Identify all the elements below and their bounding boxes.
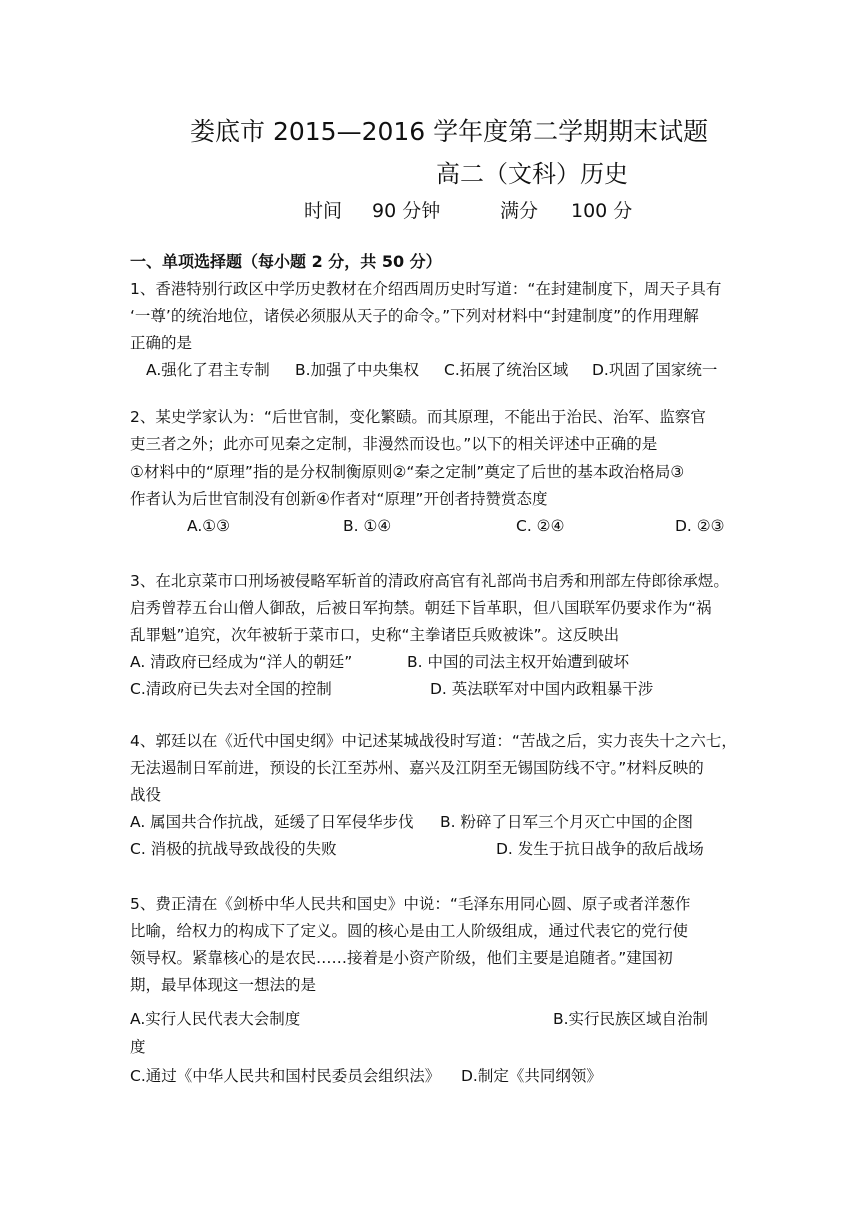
question-line: ①材料中的“原理”指的是分权制衡原则②“秦之定制”奠定了后世的基本政治格局③ [130,463,685,481]
question-line: ‘一尊’的统治地位，诸侯必须服从天子的命令。”下列对材料中“封建制度”的作用理解 [130,307,699,325]
question-line: 领导权。紧靠核心的是农民……接着是小资产阶级，他们主要是追随者。”建国初 [130,949,673,967]
question-line: 5、费正清在《剑桥中华人民共和国史》中说：“毛泽东用同心圆、原子或者洋葱作 [130,895,691,913]
option-a: A.实行人民代表大会制度 [130,1010,301,1028]
time-label: 时间 [304,200,343,222]
time-value: 90 分钟 [372,200,441,222]
question-line: 战役 [130,786,162,804]
option-a: A. 属国共合作抗战，延缓了日军侵华步伐 [130,813,414,831]
question-line: 无法遏制日军前进，预设的长江至苏州、嘉兴及江阴至无锡国防线不守。”材料反映的 [130,759,704,777]
option-b: B.加强了中央集权 [295,361,420,379]
option-a: A. 清政府已经成为“洋人的朝廷” [130,653,353,671]
option-b: B. 中国的司法主权开始遭到破坏 [407,653,629,671]
exam-subtitle: 高二（文科）历史 [436,160,628,188]
section-heading: 一、单项选择题（每小题 2 分，共 50 分） [130,252,442,271]
option-d: D.巩固了国家统一 [592,361,718,379]
option-b: B.实行民族区域自治制 [553,1010,709,1028]
option-a: A.①③ [187,517,231,535]
question-line: 2、某史学家认为：“后世官制，变化繁赜。而其原理，不能出于治民、治军、监察官 [130,408,706,426]
option-c: C. ②④ [516,517,565,535]
option-d: D. ②③ [675,517,725,535]
question-line: 3、在北京菜市口刑场被侵略军斩首的清政府高官有礼部尚书启秀和刑部左侍郎徐承煜。 [130,572,729,590]
option-c: C.拓展了统治区域 [444,361,569,379]
question-line: 比喻，给权力的构成下了定义。圆的核心是由工人阶级组成，通过代表它的党行使 [130,922,689,940]
option-c: C.通过《中华人民共和国村民委员会组织法》 [130,1067,441,1085]
question-line: 1、香港特别行政区中学历史教材在介绍西周历史时写道：“在封建制度下，周天子具有 [130,280,722,298]
question-line: 正确的是 [130,334,193,352]
option-d: D. 发生于抗日战争的敌后战场 [496,840,704,858]
option-d: D. 英法联军对中国内政粗暴干涉 [430,680,654,698]
question-line: 启秀曾荐五台山僧人御敌，后被日军拘禁。朝廷下旨革职，但八国联军仍要求作为“祸 [130,599,712,617]
question-line: 4、郭廷以在《近代中国史纲》中记述某城战役时写道：“苦战之后，实力丧失十之六七， [130,732,737,750]
score-label: 满分 [500,200,539,222]
option-b: B. 粉碎了日军三个月灭亡中国的企图 [440,813,693,831]
option-d: D.制定《共同纲领》 [461,1067,602,1085]
question-line: 作者认为后世官制没有创新④作者对“原理”开创者持赞赏态度 [130,490,548,508]
question-line: 吏三者之外；此亦可见秦之定制，非漫然而设也。”以下的相关评述中正确的是 [130,435,658,453]
option-a: A.强化了君主专制 [146,361,270,379]
exam-title: 娄底市 2015—2016 学年度第二学期期末试题 [190,117,709,146]
option-b-wrap: 度 [130,1038,146,1056]
option-c: C.清政府已失去对全国的控制 [130,680,332,698]
question-line: 乱罪魁”追究，次年被斩于菜市口，史称“主拳诸臣兵败被诛”。这反映出 [130,626,620,644]
option-c: C. 消极的抗战导致战役的失败 [130,840,337,858]
question-line: 期，最早体现这一想法的是 [130,976,317,994]
score-value: 100 分 [571,200,633,222]
option-b: B. ①④ [343,517,392,535]
